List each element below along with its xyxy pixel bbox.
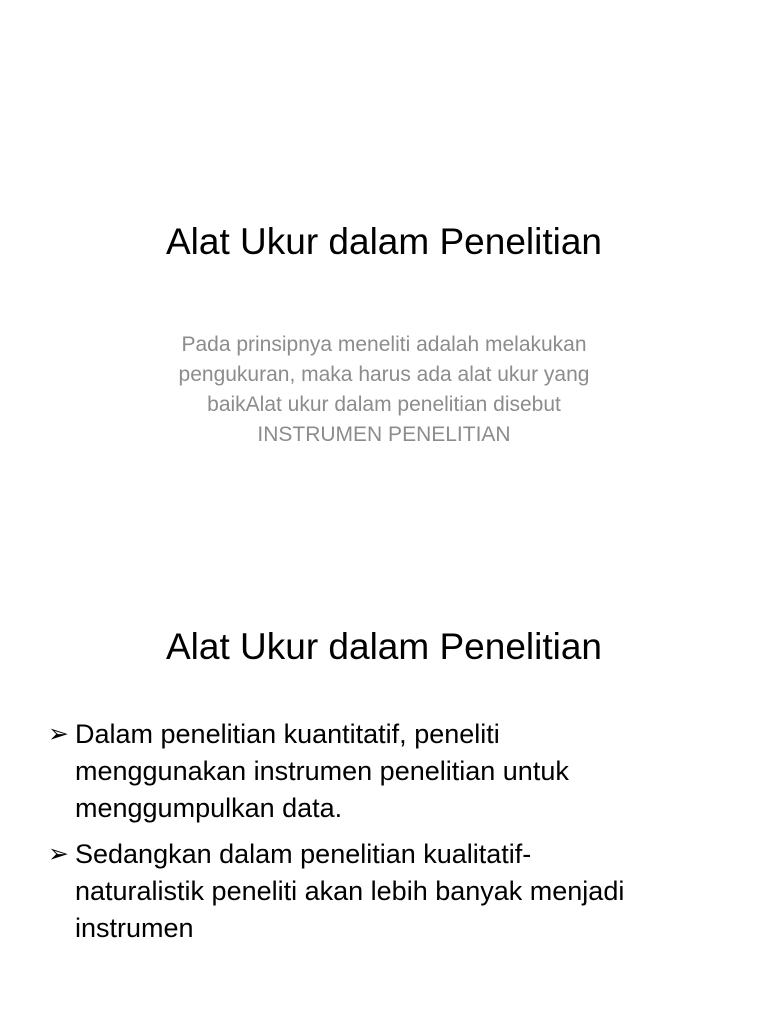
arrow-right-bullet-icon: ➢ bbox=[48, 840, 69, 868]
bullet-line: naturalistik peneliti akan lebih banyak menjadi bbox=[75, 876, 625, 906]
bullet-line: Sedangkan dalam penelitian kualitatif- bbox=[75, 839, 532, 869]
bullet-item bbox=[48, 836, 748, 947]
subtitle-line: baikAlat ukur dalam penelitian disebut bbox=[207, 393, 561, 416]
subtitle-line: Pada prinsipnya meneliti adalah melakukan bbox=[181, 333, 587, 356]
subtitle-line: INSTRUMEN PENELITIAN bbox=[257, 423, 511, 446]
bullet-item bbox=[48, 716, 748, 827]
arrow-right-bullet-icon: ➢ bbox=[48, 720, 69, 748]
bullet-line: Dalam penelitian kuantitatif, peneliti bbox=[75, 719, 500, 749]
bullet-list bbox=[48, 716, 748, 956]
subtitle-line: pengukuran, maka harus ada alat ukur yang bbox=[178, 363, 590, 386]
bullet-line: instrumen bbox=[75, 913, 194, 943]
slide-title: Alat Ukur dalam Penelitian bbox=[166, 626, 602, 667]
slide-title: Alat Ukur dalam Penelitian bbox=[166, 221, 602, 262]
slide-subtitle bbox=[84, 330, 684, 450]
content-slide bbox=[0, 512, 768, 1024]
bullet-line: menggunakan instrumen penelitian untuk bbox=[75, 756, 569, 786]
bullet-line: menggumpulkan data. bbox=[75, 793, 343, 823]
